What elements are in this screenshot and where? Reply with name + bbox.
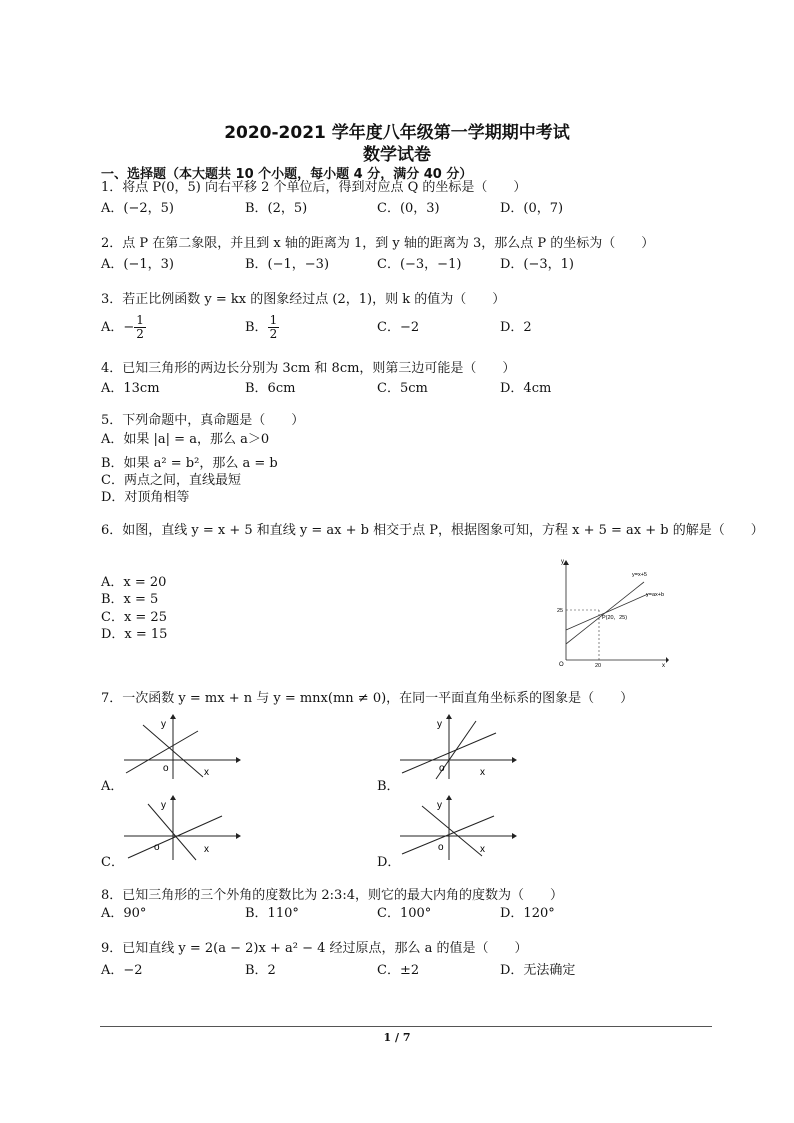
- q7a-origin: o: [163, 763, 169, 774]
- question-9-stem: 9．已知直线 y = 2(a − 2)x + a² − 4 经过原点，那么 a 的值是（ ）: [101, 941, 528, 956]
- q7d-y-label: y: [437, 800, 442, 811]
- q3-option-a-fraction: [134, 314, 146, 341]
- page-number: 1 / 7: [383, 1031, 411, 1044]
- q6-line2-label: y=ax+b: [646, 592, 665, 598]
- q6-option-c: C．x = 25: [101, 610, 167, 625]
- q4-option-c: C．5cm: [377, 381, 428, 396]
- question-7-stem: 7．一次函数 y = mx + n 与 y = mnx(mn ≠ 0)，在同一平面直角坐标系的图象是（ ）: [101, 691, 634, 706]
- q7d-line-2: [422, 806, 482, 856]
- q3-option-b: [245, 314, 279, 341]
- footer-divider: [100, 1026, 712, 1027]
- question-4-stem: 4．已知三角形的两边长分别为 3cm 和 8cm，则第三边可能是（ ）: [101, 361, 516, 376]
- q1-option-d: D．(0，7): [500, 201, 564, 216]
- q7-label-c: C．: [101, 855, 124, 870]
- q7d-x-arrow: [512, 833, 517, 839]
- q7-graph-c: [118, 794, 242, 862]
- q3-option-c: C．−2: [377, 320, 420, 335]
- q2-option-c: C．(−3，−1): [377, 257, 462, 272]
- q7a-x-label: x: [204, 767, 209, 778]
- q7-graph-a: [118, 713, 242, 781]
- q6-tick-20: 20: [595, 663, 602, 668]
- q4-option-a: A．13cm: [101, 381, 160, 396]
- q8-option-a: A．90°: [101, 906, 147, 921]
- q7-graph-b: [394, 713, 518, 781]
- q7-label-b: B．: [377, 779, 400, 794]
- question-3-stem: 3．若正比例函数 y = kx 的图象经过点 (2，1)，则 k 的值为（ ）: [101, 292, 506, 307]
- q3-option-b-denominator: 2: [269, 327, 278, 341]
- q7b-y-label: y: [437, 719, 442, 730]
- q7a-line-1: [126, 731, 198, 773]
- q7b-y-arrow: [446, 714, 452, 719]
- q6-x-arrow: [666, 657, 669, 663]
- q1-option-b: B．(2，5): [245, 201, 308, 216]
- q1-option-a: A．(−2，5): [101, 201, 174, 216]
- q7d-y-arrow: [446, 795, 452, 800]
- page-subtitle: 数学试卷: [363, 145, 431, 165]
- q5-option-b: B．如果 a² = b²，那么 a = b: [101, 456, 278, 471]
- q7d-origin: o: [438, 842, 444, 853]
- q9-option-d: D．无法确定: [500, 963, 576, 978]
- q6-option-b: B．x = 5: [101, 592, 159, 607]
- q6-line-y-eq-ax-plus-b: [566, 594, 648, 630]
- q3-option-d: D．2: [500, 320, 532, 335]
- q2-option-a: A．(−1，3): [101, 257, 174, 272]
- q8-option-d: D．120°: [500, 906, 555, 921]
- q7-graph-d: [394, 794, 518, 862]
- q4-option-b: B．6cm: [245, 381, 296, 396]
- q6-y-label: y: [561, 559, 564, 565]
- question-6-stem: 6．如图，直线 y = x + 5 和直线 y = ax + b 相交于点 P，根据图象可知，方程 x + 5 = ax + b 的解是（ ）: [101, 523, 764, 538]
- q6-line1-label: y=x+5: [632, 572, 647, 578]
- question-5-stem: 5．下列命题中，真命题是（ ）: [101, 413, 305, 428]
- q2-option-d: D．(−3，1): [500, 257, 575, 272]
- q7a-y-arrow: [170, 714, 176, 719]
- q7b-origin: o: [439, 763, 445, 774]
- q3-option-b-label: B．: [245, 320, 268, 335]
- q3-option-a-label: A．−: [101, 320, 135, 335]
- q6-graph: [548, 556, 670, 668]
- q7b-x-label: x: [480, 767, 485, 778]
- q7a-y-label: y: [161, 719, 166, 730]
- q5-option-a: A．如果 |a| = a，那么 a＞0: [101, 432, 270, 447]
- q1-option-c: C．(0，3): [377, 201, 440, 216]
- q3-option-a-denominator: 2: [136, 327, 144, 341]
- q9-option-c: C．±2: [377, 963, 420, 978]
- question-2-stem: 2．点 P 在第二象限，并且到 x 轴的距离为 1，到 y 轴的距离为 3，那么点 P 的坐标为（ ）: [101, 236, 655, 251]
- q8-option-b: B．110°: [245, 906, 299, 921]
- q6-option-a: A．x = 20: [101, 575, 167, 590]
- q6-point-label: P(20，25): [602, 615, 628, 621]
- q6-origin-label: O: [559, 662, 564, 668]
- q4-option-d: D．4cm: [500, 381, 552, 396]
- q7c-y-arrow: [170, 795, 176, 800]
- q9-option-b: B．2: [245, 963, 276, 978]
- q6-x-label: x: [662, 663, 665, 668]
- section-heading: 一、选择题（本大题共 10 个小题，每小题 4 分，满分 40 分）: [101, 167, 473, 182]
- page-title: 2020-2021 学年度八年级第一学期期中考试: [224, 123, 570, 143]
- q7c-x-arrow: [236, 833, 241, 839]
- q7d-x-label: x: [480, 844, 485, 855]
- q3-option-b-fraction: [268, 314, 280, 341]
- q5-option-c: C．两点之间，直线最短: [101, 473, 241, 488]
- question-8-stem: 8．已知三角形的三个外角的度数比为 2:3:4，则它的最大内角的度数为（ ）: [101, 888, 563, 903]
- question-1-stem: 1．将点 P(0，5) 向右平移 2 个单位后，得到对应点 Q 的坐标是（ ）: [101, 180, 527, 195]
- q9-option-a: A．−2: [101, 963, 143, 978]
- q7c-origin: o: [154, 842, 160, 853]
- q2-option-b: B．(−1，−3): [245, 257, 330, 272]
- q8-option-c: C．100°: [377, 906, 432, 921]
- q3-option-b-numerator: 1: [269, 313, 278, 327]
- q7-label-d: D．: [377, 855, 401, 870]
- q7c-x-label: x: [204, 844, 209, 855]
- q5-option-d: D．对顶角相等: [101, 490, 190, 505]
- q6-tick-25: 25: [557, 608, 564, 614]
- q7a-x-arrow: [236, 757, 241, 763]
- q6-option-d: D．x = 15: [101, 627, 168, 642]
- q7b-x-arrow: [512, 757, 517, 763]
- q7-label-a: A．: [101, 779, 124, 794]
- q3-option-a: [101, 314, 146, 341]
- q3-option-a-numerator: 1: [136, 313, 144, 327]
- q7c-y-label: y: [161, 800, 166, 811]
